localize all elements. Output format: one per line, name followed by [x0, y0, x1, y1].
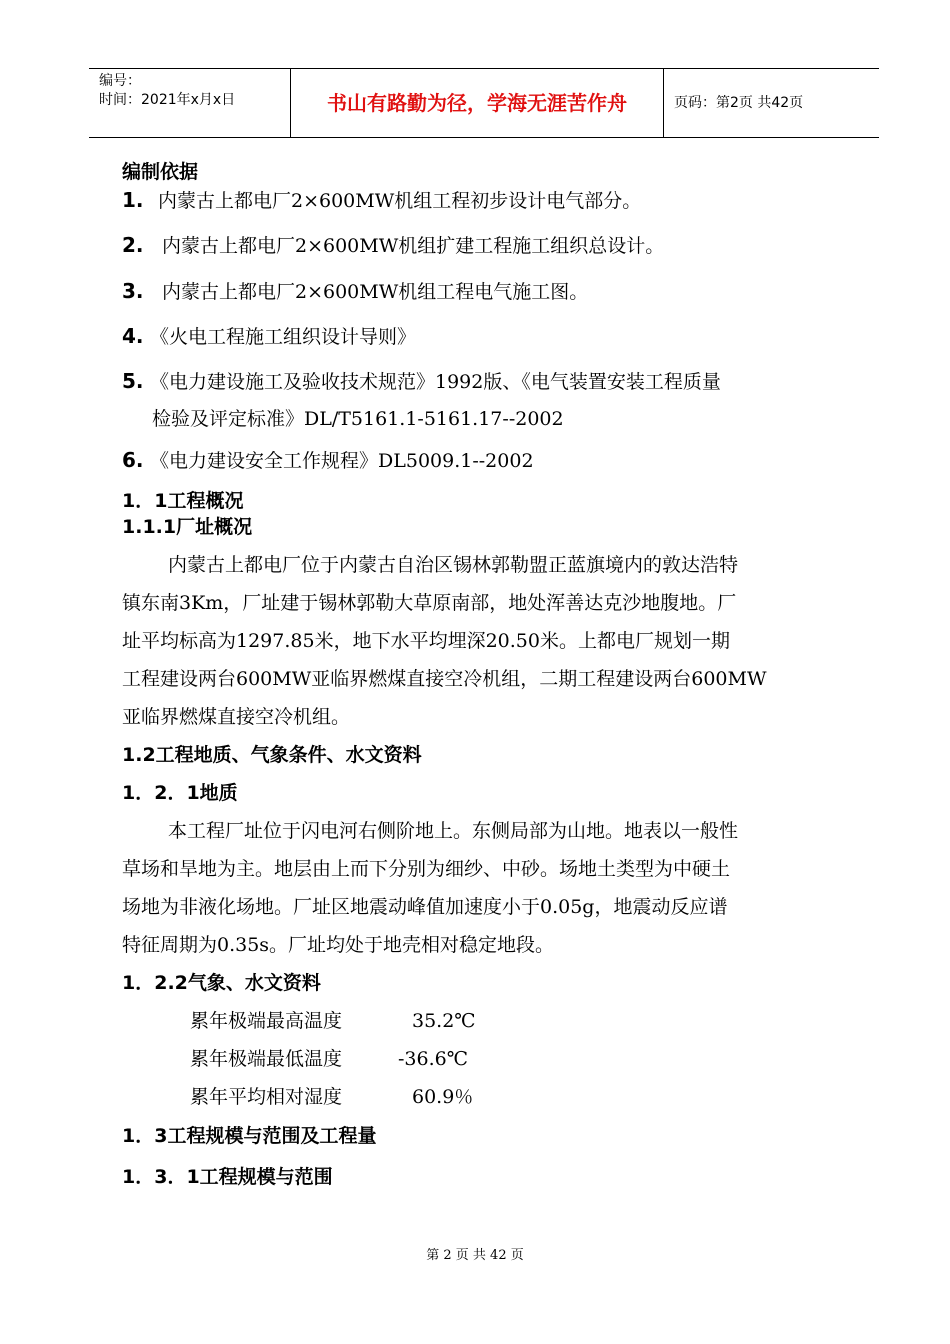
basis-item-number: 2.: [122, 233, 144, 257]
serial-label: 编号：: [99, 73, 141, 89]
basis-item-number: 4.: [122, 324, 144, 348]
basis-item-text: 内蒙古上都电厂2×600MW机组扩建工程施工组织总设计。: [162, 235, 665, 257]
basis-item-number: 3.: [122, 279, 144, 303]
header-info-cell: [89, 69, 291, 137]
paragraph-line: 亚临界燃煤直接空冷机组。: [122, 706, 351, 728]
weather-label: 累年极端最低温度: [190, 1048, 343, 1070]
paragraph-line: 特征周期为0.35s。厂址均处于地壳相对稳定地段。: [122, 934, 555, 956]
weather-row: [190, 1009, 476, 1033]
header-motto-cell: [291, 69, 664, 137]
weather-label: 累年平均相对湿度: [190, 1086, 343, 1108]
section-1-1-1-title: 1.1.1厂址概况: [122, 516, 253, 538]
section-1-2-1-title: 1．2．1地质: [122, 782, 238, 804]
basis-item: [122, 448, 534, 473]
basis-item: [122, 233, 664, 258]
weather-row: [190, 1085, 473, 1109]
paragraph-line: 镇东南3Km，厂址建于锡林郭勒大草原南部，地处浑善达克沙地腹地。厂: [122, 592, 737, 614]
weather-label: 累年极端最高温度: [190, 1010, 343, 1032]
section-1-2-title: 1.2工程地质、气象条件、水文资料: [122, 744, 422, 766]
section-1-3-1-title: 1．3．1工程规模与范围: [122, 1166, 333, 1188]
paragraph-line: 内蒙古上都电厂位于内蒙古自治区锡林郭勒盟正蓝旗境内的敦达浩特: [168, 554, 739, 576]
weather-row: [190, 1047, 468, 1071]
weather-value: -36.6℃: [398, 1048, 468, 1070]
basis-item-text: 《火电工程施工组织设计导则》: [150, 326, 417, 348]
page-header: [89, 68, 879, 138]
basis-item: [122, 279, 588, 304]
paragraph-line: 本工程厂址位于闪电河右侧阶地上。东侧局部为山地。地表以一般性: [168, 820, 739, 842]
basis-item-text: 《电力建设安全工作规程》DL5009.1--2002: [150, 450, 534, 472]
header-motto: 书山有路勤为径，学海无涯苦作舟: [327, 91, 627, 115]
section-1-2-2-title: 1．2.2气象、水文资料: [122, 972, 321, 994]
time-label: 时间：2021年x月x日: [99, 92, 236, 108]
basis-item-number: 5.: [122, 369, 144, 393]
section-1-3-title: 1．3工程规模与范围及工程量: [122, 1125, 377, 1147]
weather-value: 60.9％: [412, 1086, 474, 1108]
basis-item-number: 1.: [122, 188, 144, 212]
basis-title: 编制依据: [122, 161, 199, 183]
basis-item-text: 《电力建设施工及验收技术规范》1992版、《电气装置安装工程质量: [150, 371, 721, 393]
weather-value: 35.2℃: [412, 1010, 476, 1032]
basis-item: [122, 188, 641, 213]
header-page-cell: [664, 69, 879, 137]
basis-item-text: 内蒙古上都电厂2×600MW机组工程电气施工图。: [162, 281, 589, 303]
section-1-1-title: 1．1工程概况: [122, 490, 244, 512]
header-page-label: 页码：第2页 共42页: [674, 95, 804, 111]
paragraph-line: 址平均标高为1297.85米，地下水平均埋深20.50米。上都电厂规划一期: [122, 630, 730, 652]
basis-item-text: 内蒙古上都电厂2×600MW机组工程初步设计电气部分。: [158, 190, 642, 212]
basis-item-continuation: 检验及评定标准》DL/T5161.1-5161.17--2002: [152, 408, 564, 430]
paragraph-line: 工程建设两台600MW亚临界燃煤直接空冷机组，二期工程建设两台600MW: [122, 668, 767, 690]
basis-item: [122, 324, 416, 349]
page-footer: 第 2 页 共 42 页: [426, 1248, 524, 1263]
paragraph-line: 场地为非液化场地。厂址区地震动峰值加速度小于0.05g，地震动反应谱: [122, 896, 728, 918]
basis-item-number: 6.: [122, 448, 144, 472]
paragraph-line: 草场和旱地为主。地层由上而下分别为细纱、中砂。场地土类型为中硬土: [122, 858, 731, 880]
basis-item: [122, 369, 721, 394]
